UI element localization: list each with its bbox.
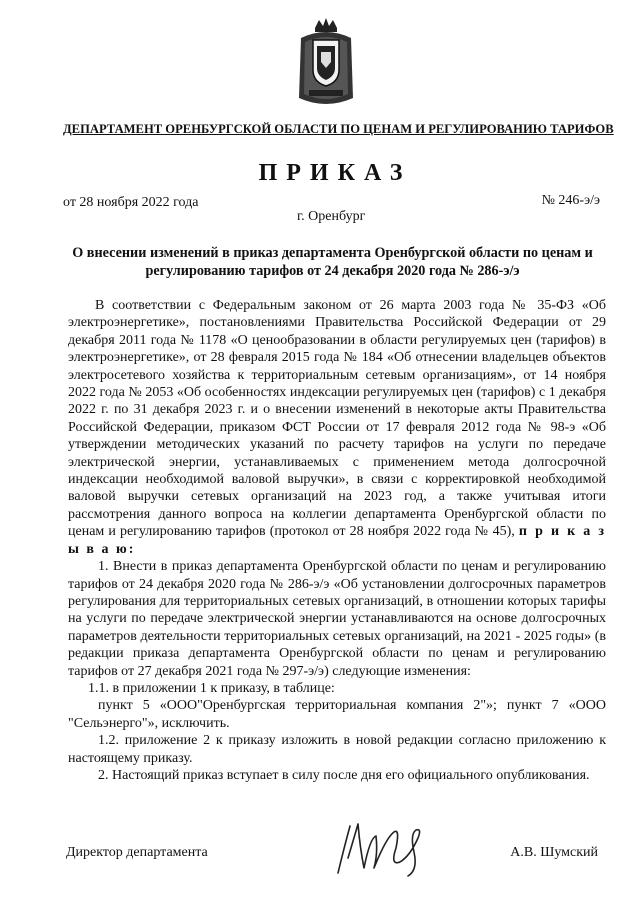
preamble-paragraph: [68, 297, 606, 558]
document-city: г. Оренбург: [297, 209, 366, 224]
signer-role: Директор департамента: [66, 845, 208, 860]
item-1-1-text: пункт 5 «ООО"Оренбургская территориальная компания 2"»; пункт 7 «ООО "Сельэнерго"», исключить.: [68, 698, 606, 731]
department-name: ДЕПАРТАМЕНТ ОРЕНБУРГСКОЙ ОБЛАСТИ ПО ЦЕНАМ И РЕГУЛИРОВАНИЮ ТАРИФОВ: [63, 122, 614, 136]
item-2: 2. Настоящий приказ вступает в силу после дня его официального опубликования.: [98, 767, 590, 783]
document-number: № 246-э/э: [541, 193, 600, 208]
item-1-1: 1.1. в приложении 1 к приказу, в таблице:: [88, 680, 335, 696]
document-title: ПРИКАЗ: [258, 160, 412, 186]
handwritten-signature: [330, 818, 440, 880]
orders-word: п р и к а з ы в а ю:: [68, 524, 606, 557]
coat-of-arms-emblem: [295, 18, 357, 110]
document-date: от 28 ноября 2022 года: [63, 195, 199, 210]
document-subject: О внесении изменений в приказ департамента Оренбургской области по ценам и регулированию тарифов от 24 декабря 2020 года № 286-э/э: [72, 245, 593, 279]
preamble-text: В соответствии с Федеральным законом от 26 марта 2003 года № 35-ФЗ «Об электроэнергетике», постановлениями Правительства Российской Федерации от 29 декабря 2011 года № 1178 «О ценообразовании в области регулируемых цен (тарифов) в электроэнергетике», от 28 февраля 2015 года № 184 «Об отнесении владельцев объектов электросетевого хозяйства к территориальным сетевым организациям», от 14 ноября 2022 года № 2053 «Об особенностях индексации регулируемых цен (тарифов) с 1 декабря 2022 г. по 31 декабря 2023 г. и о внесении изменений в некоторые акты Правительства Российской Федерации, приказом ФСТ России от 17 февраля 2012 года № 98-э «Об утверждении методических указаний по расчету тарифов на услуги по передаче электрической энергии, устанавливаемых с применением метода долгосрочной индексации необходимой валовой выручки», в связи с корректировкой необходимой валовой выручки сетевых организаций на 2023 год, а также учитывая итоги рассмотрения данного вопроса на коллегии департамента Оренбургской области по ценам и регулированию тарифов (протокол от 28 ноября 2022 года № 45),: [68, 298, 606, 540]
signer-name: А.В. Шумский: [510, 845, 598, 860]
item-1-2: 1.2. приложение 2 к приказу изложить в новой редакции согласно приложению к настоящему приказу.: [68, 733, 606, 766]
document-body: [68, 297, 606, 784]
item-1: 1. Внести в приказ департамента Оренбургской области по ценам и регулированию тарифов от 24 декабря 2020 года № 286-э/э «Об установлении долгосрочных параметров регулирования для территориальных сетевых организаций, в отношении которых тарифы на услуги по передаче электрической энергии устанавливаются на основе долгосрочных параметров деятельности территориальных сетевых организаций, на 2021 - 2025 годы» (в редакции приказа департамента Оренбургской области по ценам и регулированию тарифов от 27 декабря 2021 года № 297-э/э) следующие изменения:: [68, 559, 606, 679]
